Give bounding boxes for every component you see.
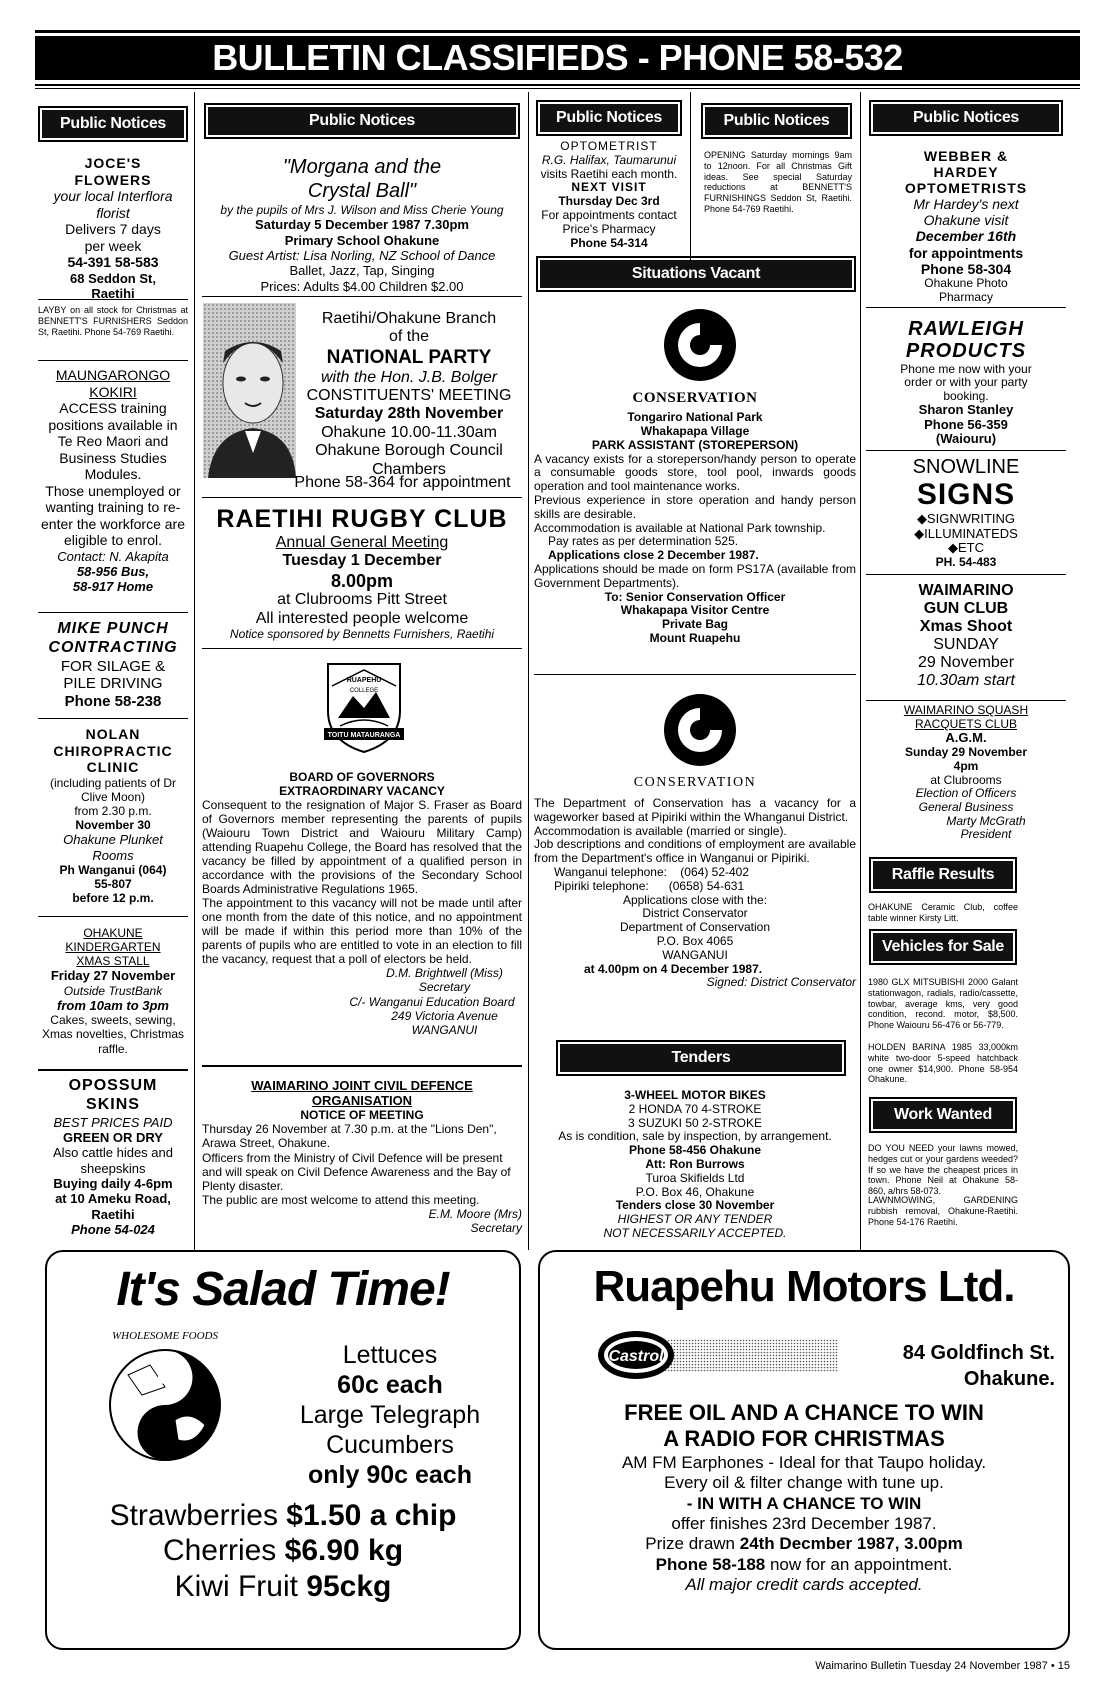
cherries-label: Cherries: [162, 1534, 285, 1568]
col4-rule-4: [866, 700, 1066, 701]
politician-photo: [203, 303, 296, 478]
col2-rule-2: [202, 497, 522, 498]
col3-rule-1: [534, 674, 856, 675]
raffle-results-text: OHAKUNE Ceramic Club, coffee table winner Kirsty Litt.: [868, 902, 1018, 923]
header-underline: [35, 84, 1080, 86]
col2-rule-3: [202, 648, 522, 649]
ruapehu-college-crest: [318, 656, 410, 756]
rawleigh-products-ad: RAWLEIGH PRODUCTS Phone me now with your order or with your party booking. Sharon Stanley Phone 56-359 (Waiouru): [900, 318, 1032, 447]
col2-rule-1: [202, 296, 522, 297]
kindergarten-stall-ad: OHAKUNE KINDERGARTEN XMAS STALL Friday 27 November Outside TrustBank from 10am to 3pm Cakes, sweets, sewing, Xmas novelties, Christmas raffle.: [41, 926, 185, 1056]
top-rule: [35, 30, 1080, 33]
salad-prices-top: Lettuces 60c each Large Telegraph Cucumbers only 90c each: [299, 1341, 481, 1489]
prize-date: 24th Decmber 1987, 3.00pm: [739, 1534, 963, 1554]
civil-defence-notice: WAIMARINO JOINT CIVIL DEFENCE ORGANISATION NOTICE OF MEETING Thursday 26 November at 7.30 p.m. at the "Lions Den", Arawa Street, Ohakune. Officers from the Ministry of Civil Defence will be present and will speak on Civil Defence Awareness and the Bay of Plenty disaster. The public are most welcome to attend this meeting. E.M. Moore (Mrs) Secretary: [202, 1078, 522, 1235]
snowline-signs-ad: SNOWLINE SIGNS ◆SIGNWRITING ◆ILLUMINATEDS ◆ETC PH. 54-483: [912, 456, 1020, 569]
wholesome-foods-logo-icon: [70, 1325, 260, 1480]
layby-notice: LAYBY on all stock for Christmas at BENNETT'S FURNISHERS Seddon St, Raetihi. Phone 54-769 Raetihi.: [38, 305, 188, 337]
col4-rule-3: [866, 574, 1066, 575]
col4-rule-2: [866, 450, 1066, 451]
col3-heading-1: Public Notices: [540, 104, 678, 132]
nolan-chiropractic-ad: NOLAN CHIROPRACTIC CLINIC (including patients of Dr Clive Moon) from 2.30 p.m. November 30 Ohakune Plunket Rooms Ph Wanganui (064) 55-807 before 12 p.m.: [49, 726, 177, 906]
morgana-show-ad: "Morgana and the Crystal Ball" by the pupils of Mrs J. Wilson and Miss Cherie Young Saturday 5 December 1987 7.30pm Primary School Ohakune Guest Artist: Lisa Norling, NZ School of Dance Ballet, Jazz, Tap, Singing Prices: Adults $4.00 Children $2.00: [220, 156, 504, 294]
prize-label: Prize drawn: [645, 1534, 740, 1554]
motors-ad-body: FREE OIL AND A CHANCE TO WIN A RADIO FOR CHRISTMAS AM FM Earphones - Ideal for that Taupo holiday. Every oil & filter change with tune up. - IN WITH A CHANCE TO WIN offer finishes 23rd December 1987. Prize drawn 24th Decmber 1987, 3.00pm Phone 58-188 now for an appointment. All major credit cards accepted.: [621, 1400, 987, 1595]
col1-rule-5: [38, 916, 188, 917]
salad-ad-title: It's Salad Time!: [116, 1263, 450, 1316]
col1-rule-6: [38, 1069, 188, 1071]
salad-prices-bottom: [50, 1498, 516, 1604]
kiwi-price: 95ckg: [306, 1569, 392, 1603]
conservation-ad-2: CONSERVATION The Department of Conservation has a vacancy for a wageworker based at Pipiriki within the Whanganui District. Accommodation is available (married or single). Job descriptions and conditions of employment are available from the Department's office in Wanganui or Pipiriki. Wanganui telephone: (064) 52-402 Pipiriki telephone: (0658) 54-631 Applications close with the: District Conservator Department of Conservation P.O. Box 4065 WANGANUI at 4.00pm on 4 December 1987. Signed: District Conservator: [534, 775, 856, 990]
conservation-logo-icon-2: [660, 690, 740, 770]
page-header: BULLETIN CLASSIFIEDS - PHONE 58-532: [35, 36, 1080, 80]
col-divider-2: [528, 92, 529, 1250]
col4-rule-1: [866, 307, 1066, 308]
webber-hardey-ad: WEBBER & HARDEY OPTOMETRISTS Mr Hardey's next Ohakune visit December 16th for appointments Phone 58-304 Ohakune Photo Pharmacy: [904, 148, 1028, 304]
strawberries-price: $1.50 a chip: [286, 1499, 457, 1532]
raffle-results-heading: Raffle Results: [873, 861, 1013, 889]
cherries-price: $6.90 kg: [284, 1534, 404, 1568]
motors-appointment: now for an appointment.: [765, 1554, 953, 1574]
salad-logo-text: WHOLESOME FOODS: [111, 1330, 219, 1342]
situations-vacant-heading: Situations Vacant: [540, 260, 852, 288]
vehicles-for-sale-heading: Vehicles for Sale: [873, 933, 1013, 961]
kiwi-label: Kiwi Fruit: [174, 1569, 307, 1603]
conservation-logo-icon: [660, 305, 740, 385]
rugby-club-ad: RAETIHI RUGBY CLUB Annual General Meeting Tuesday 1 December 8.00pm at Clubrooms Pitt Street All interested people welcome Notice sponsored by Bennetts Furnishers, Raetihi: [216, 505, 508, 641]
joces-flowers-ad: JOCE'S FLOWERS your local Interflora florist Delivers 7 days per week 54-391 58-583 68 Seddon St, Raetihi: [53, 155, 173, 301]
work-ad-2: LAWNMOWING, GARDENING rubbish removal, Ohakune-Raetihi. Phone 54-176 Raetihi.: [868, 1195, 1018, 1227]
strawberries-label: Strawberries: [109, 1499, 287, 1532]
page-footer: Waimarino Bulletin Tuesday 24 November 1987 • 15: [815, 1660, 1070, 1672]
col1-rule-2: [38, 360, 188, 361]
castrol-logo-icon: [598, 1330, 838, 1380]
maungarongo-ad: MAUNGARONGO KOKIRI ACCESS training positions available in Te Reo Maori and Business Studies Modules. Those unemployed or wanting training to re-enter the workforce are eligible to enrol. Contact: N. Akapita 58-956 Bus, 58-917 Home: [41, 367, 185, 595]
col2-heading: Public Notices: [208, 107, 516, 135]
mike-punch-ad: MIKE PUNCH CONTRACTING FOR SILAGE & PILE DRIVING Phone 58-238: [48, 620, 178, 711]
gun-club-ad: WAIMARINO GUN CLUB Xmas Shoot SUNDAY 29 November 10.30am start: [917, 582, 1015, 689]
header-underline-2: [35, 88, 1080, 89]
col1-rule-1: [38, 299, 188, 300]
tenders-heading: Tenders: [560, 1044, 842, 1072]
squash-club-ad: WAIMARINO SQUASH RACQUETS CLUB A.G.M. Sunday 29 November 4pm at Clubrooms Election of Officers General Business Marty McGrath President: [903, 703, 1029, 842]
vehicle-ad-2: HOLDEN BARINA 1985 33,000km white two-door 5-speed hatchback one owner $14,900. Phone 58-954 Ohakune.: [868, 1042, 1018, 1085]
optometrist-ad: OPTOMETRIST R.G. Halifax, Taumarunui visits Raetihi each month. NEXT VISIT Thursday Dec 3rd For appointments contact Price's Pharmacy Phone 54-314: [540, 139, 678, 250]
col4-heading: Public Notices: [873, 104, 1059, 132]
col1-rule-3: [38, 612, 188, 613]
work-ad-1: DO YOU NEED your lawns mowed, hedges cut or your gardens weeded? If so we have the cheapest prices in town. Phone Neil at Ohakune 58-860, a/hrs 58-073.: [868, 1143, 1018, 1197]
crest-motto: TOITU MATAURANGA: [327, 732, 401, 739]
vehicle-ad-1: 1980 GLX MITSUBISHI 2000 Galant stationwagon, radials, radio/cassette, towbar, average kms, very good condition, recond. motor, $8,500. Phone Waiouru 56-476 or 56-779.: [868, 977, 1018, 1031]
national-party-ad: Raetihi/Ohakune Branch of the NATIONAL PARTY with the Hon. J.B. Bolger CONSTITUENTS' MEETING Saturday 28th November Ohakune 10.00-11.30am Ohakune Borough Council Chambers: [306, 310, 512, 478]
conservation-ad-1: CONSERVATION Tongariro National Park Whakapapa Village PARK ASSISTANT (STOREPERSON) A vacancy exists for a storeperson/handy person to operate a consumable goods store, tool pool, inwards goods operation and tool maintenance works. Previous experience in store operation and handy person skills are desirable. Accommodation is available at National Park township. Pay rates as per determination 525. Applications close 2 December 1987. Applications should be made on form PS17A (available from Government Departments). To: Senior Conservation Officer Whakapapa Visitor Centre Private Bag Mount Ruapehu: [534, 390, 856, 645]
opening-notice: OPENING Saturday mornings 9am to 12noon. For all Christmas Gift ideas. See special Saturday reductions at BENNETT'S FURNISHINGS Seddon St, Raetihi. Phone 54-769 Raetihi.: [704, 150, 852, 214]
col1-heading: Public Notices: [42, 110, 184, 138]
national-party-phone: Phone 58-364 for appointment: [294, 474, 511, 491]
board-of-governors-notice: BOARD OF GOVERNORS EXTRAORDINARY VACANCY Consequent to the resignation of Major S. Fraser as Board of Governors member representing the parents of pupils (Waiouru Town District and Waiouru Military Camp) attending Ruapehu College, the Board has resolved that the vacancy be filled by appointment of a qualified person in accordance with the provisions of the Secondary School Boards Administrative Regulations 1965. The appointment to this vacancy will not be made until after one month from the date of this notice, and no appointment will be made if within this period more than 10% of the parents of pupils who are entitled to vote in an election to fill the vacancy, request that a poll of electors be held. D.M. Brightwell (Miss) Secretary C/- Wanganui Education Board 249 Victoria Avenue WANGANUI: [202, 770, 522, 1037]
col-divider-1: [194, 92, 195, 1250]
motors-ad-title: Ruapehu Motors Ltd.: [593, 1262, 1015, 1311]
col2-rule-4: [202, 1065, 522, 1067]
col1-rule-4: [38, 718, 188, 719]
motor-bikes-tender: 3-WHEEL MOTOR BIKES 2 HONDA 70 4-STROKE 3 SUZUKI 50 2-STROKE As is condition, sale by inspection, by arrangement. Phone 58-456 Ohakune Att: Ron Burrows Turoa Skifields Ltd P.O. Box 46, Ohakune Tenders close 30 November HIGHEST OR ANY TENDER NOT NECESSARILY ACCEPTED.: [558, 1088, 832, 1240]
castrol-text: Castrol: [608, 1348, 664, 1365]
opossum-skins-ad: OPOSSUM SKINS BEST PRICES PAID GREEN OR DRY Also cattle hides and sheepskins Buying daily 4-6pm at 10 Ameku Road, Raetihi Phone 54-024: [53, 1077, 173, 1238]
crest-name: RUAPEHU: [346, 677, 382, 684]
motors-phone: Phone 58-188: [655, 1554, 766, 1574]
col-divider-3b: [690, 92, 691, 280]
col-divider-3: [860, 92, 861, 1250]
motors-address: 84 Goldfinch St. Ohakune.: [902, 1342, 1055, 1390]
work-wanted-heading: Work Wanted: [873, 1101, 1013, 1129]
col3-heading-2: Public Notices: [705, 107, 848, 135]
crest-college: COLLEGE: [349, 688, 379, 694]
